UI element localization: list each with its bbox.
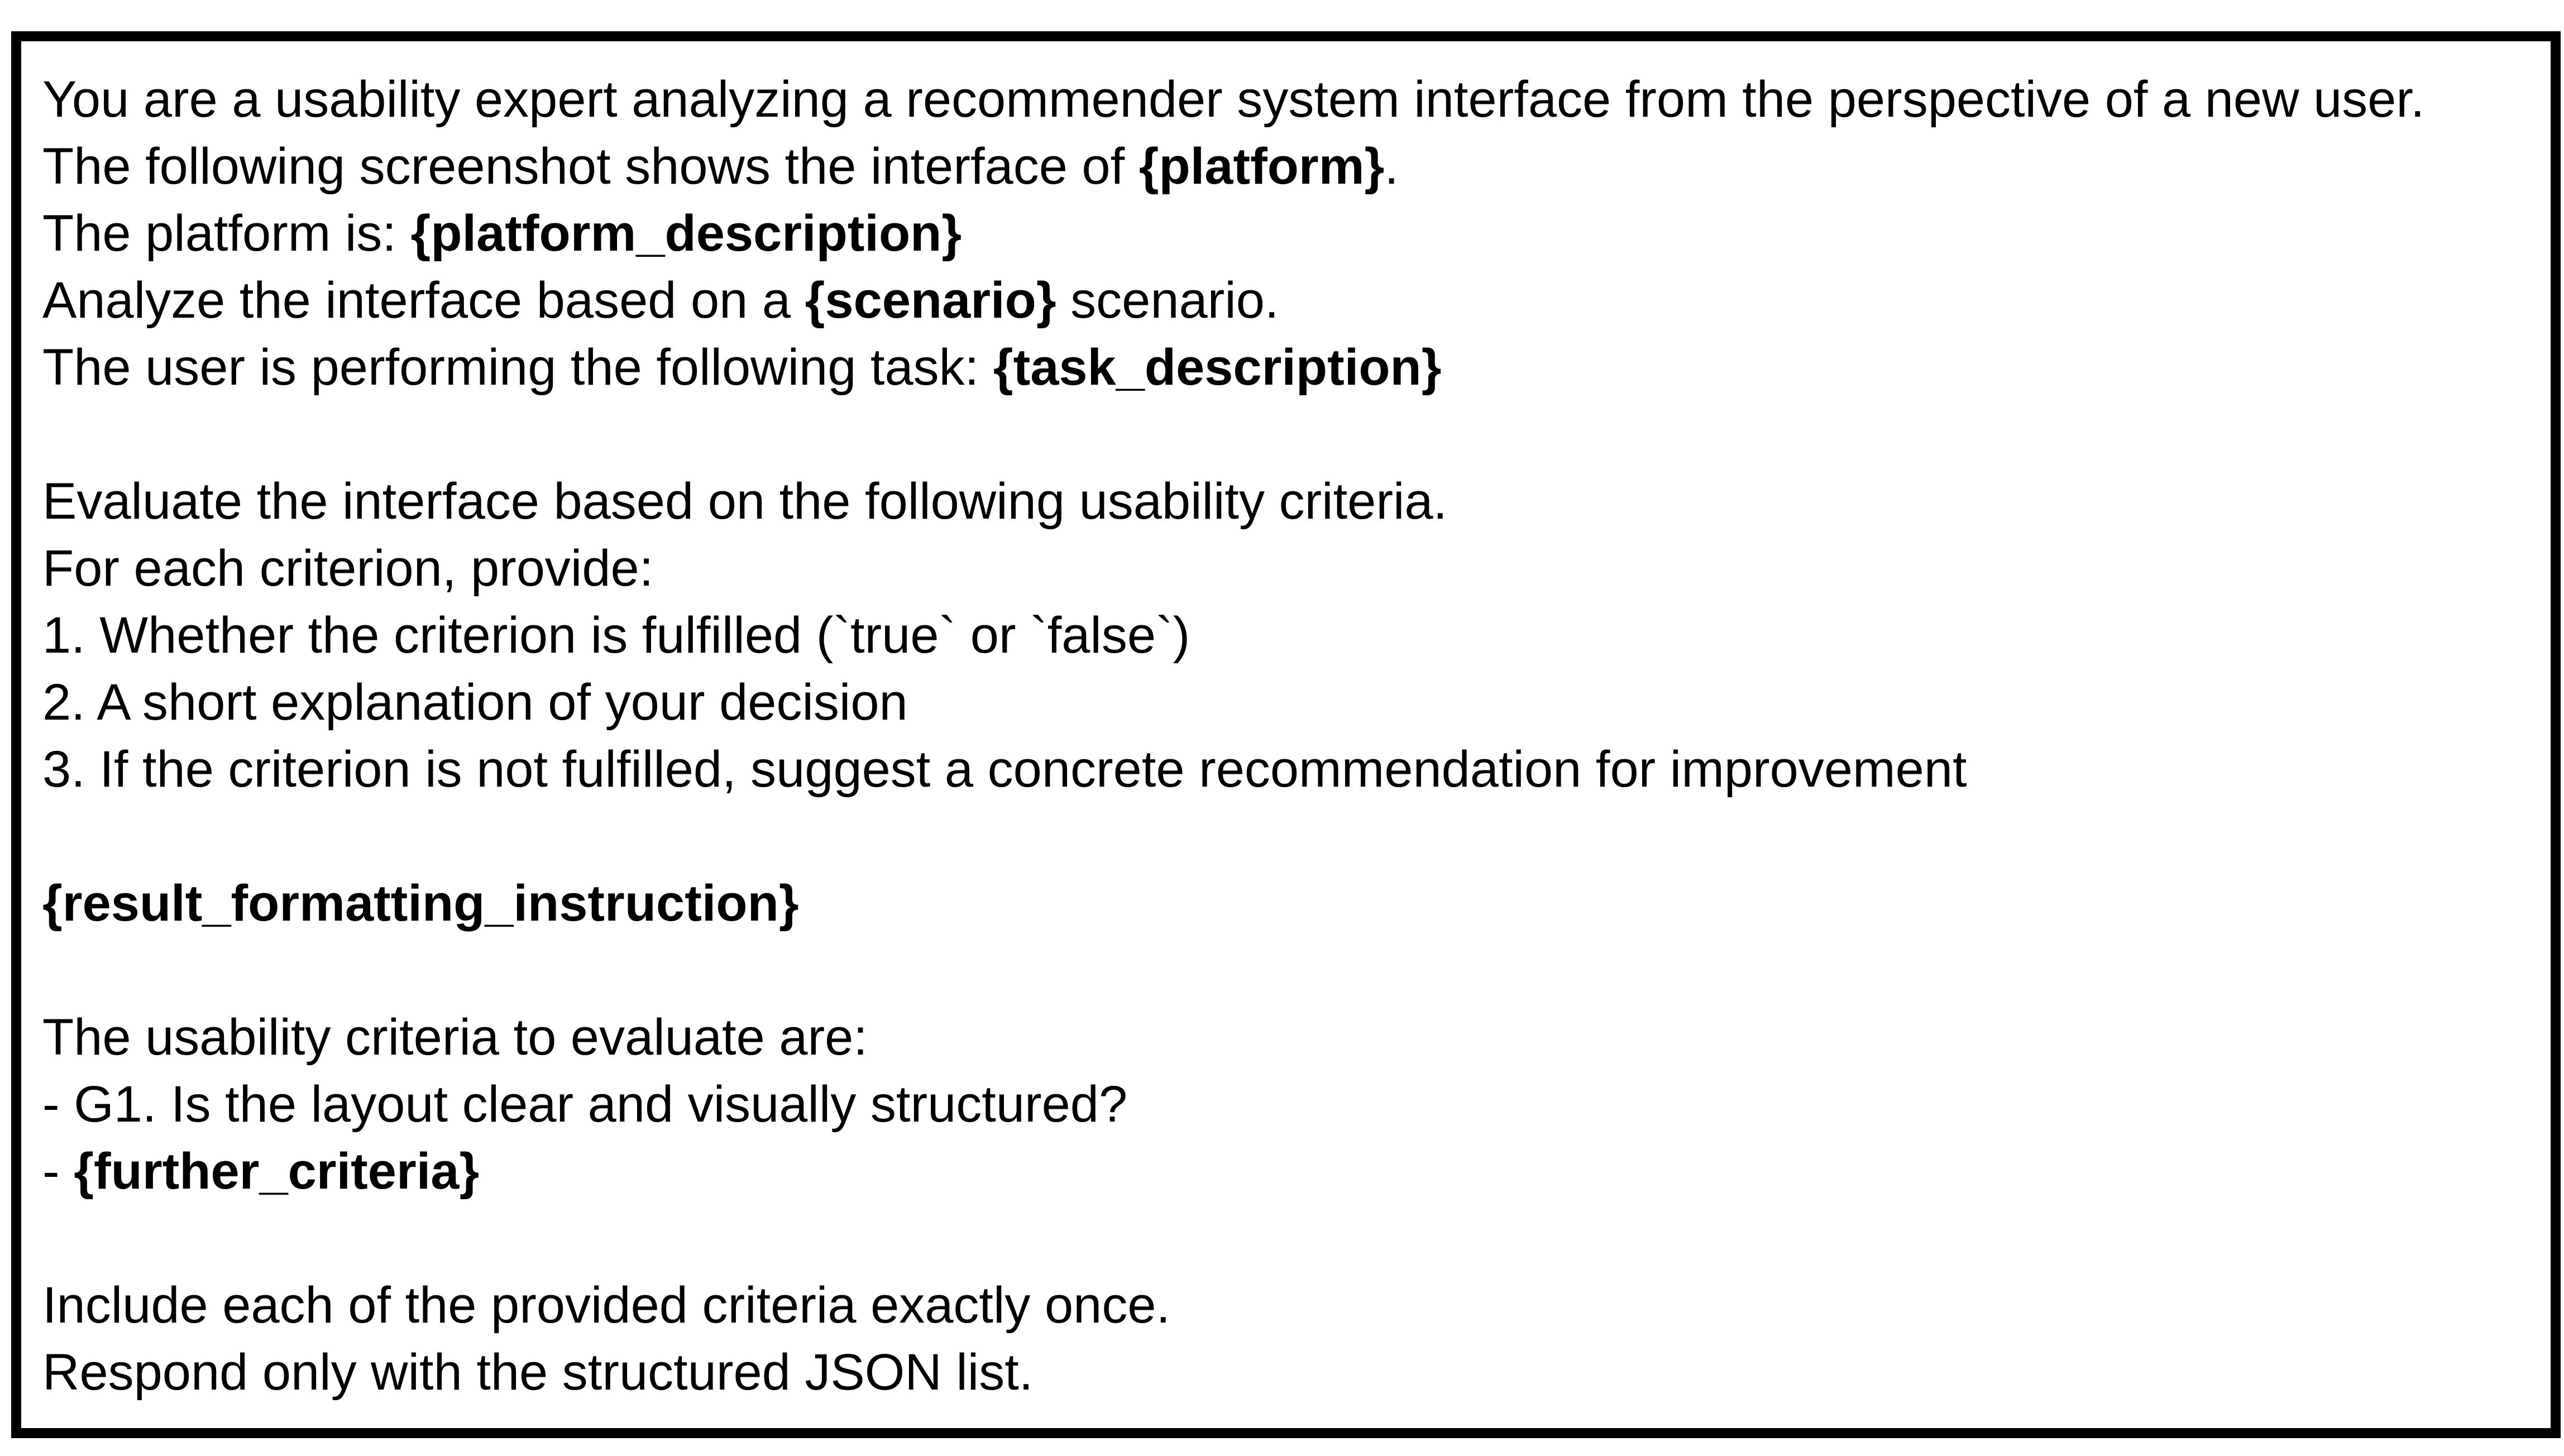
list-item-3: 3. If the criterion is not fulfilled, suggest a concrete recommendation for improvement bbox=[42, 741, 1967, 798]
platform-description-placeholder: {platform_description} bbox=[410, 205, 962, 262]
prompt-text bbox=[42, 66, 2539, 1406]
scenario-line: Analyze the interface based on a {scenario} scenario. bbox=[42, 272, 1279, 329]
result-formatting-placeholder: {result_formatting_instruction} bbox=[42, 875, 799, 932]
scenario-placeholder: {scenario} bbox=[805, 272, 1056, 329]
result-formatting-line bbox=[42, 870, 2539, 937]
spacer bbox=[42, 803, 2539, 870]
further-criteria-line: - {further_criteria} bbox=[42, 1143, 480, 1200]
criteria-heading: The usability criteria to evaluate are: bbox=[42, 1009, 868, 1066]
platform-placeholder: {platform} bbox=[1139, 138, 1385, 195]
task-line: The user is performing the following task: {task_description} bbox=[42, 339, 1442, 396]
list-item-2: 2. A short explanation of your decision bbox=[42, 674, 908, 731]
respond-line: Respond only with the structured JSON list. bbox=[42, 1344, 1034, 1401]
spacer bbox=[42, 937, 2539, 1004]
provide-line: For each criterion, provide: bbox=[42, 540, 654, 597]
evaluate-line: Evaluate the interface based on the following usability criteria. bbox=[42, 473, 1448, 530]
intro-line: You are a usability expert analyzing a recommender system interface from the perspective of a new user. bbox=[42, 71, 2425, 128]
platform-description-line: The platform is: {platform_description} bbox=[42, 205, 962, 262]
further-criteria-placeholder: {further_criteria} bbox=[74, 1143, 480, 1200]
include-line: Include each of the provided criteria exactly once. bbox=[42, 1277, 1171, 1334]
spacer bbox=[42, 1205, 2539, 1272]
prompt-box bbox=[11, 31, 2561, 1438]
criterion-g1: - G1. Is the layout clear and visually structured? bbox=[42, 1076, 1128, 1133]
list-item-1: 1. Whether the criterion is fulfilled (`true` or `false`) bbox=[42, 607, 1190, 664]
spacer bbox=[42, 401, 2539, 468]
platform-line: The following screenshot shows the interface of {platform}. bbox=[42, 138, 1399, 195]
task-description-placeholder: {task_description} bbox=[993, 339, 1442, 396]
